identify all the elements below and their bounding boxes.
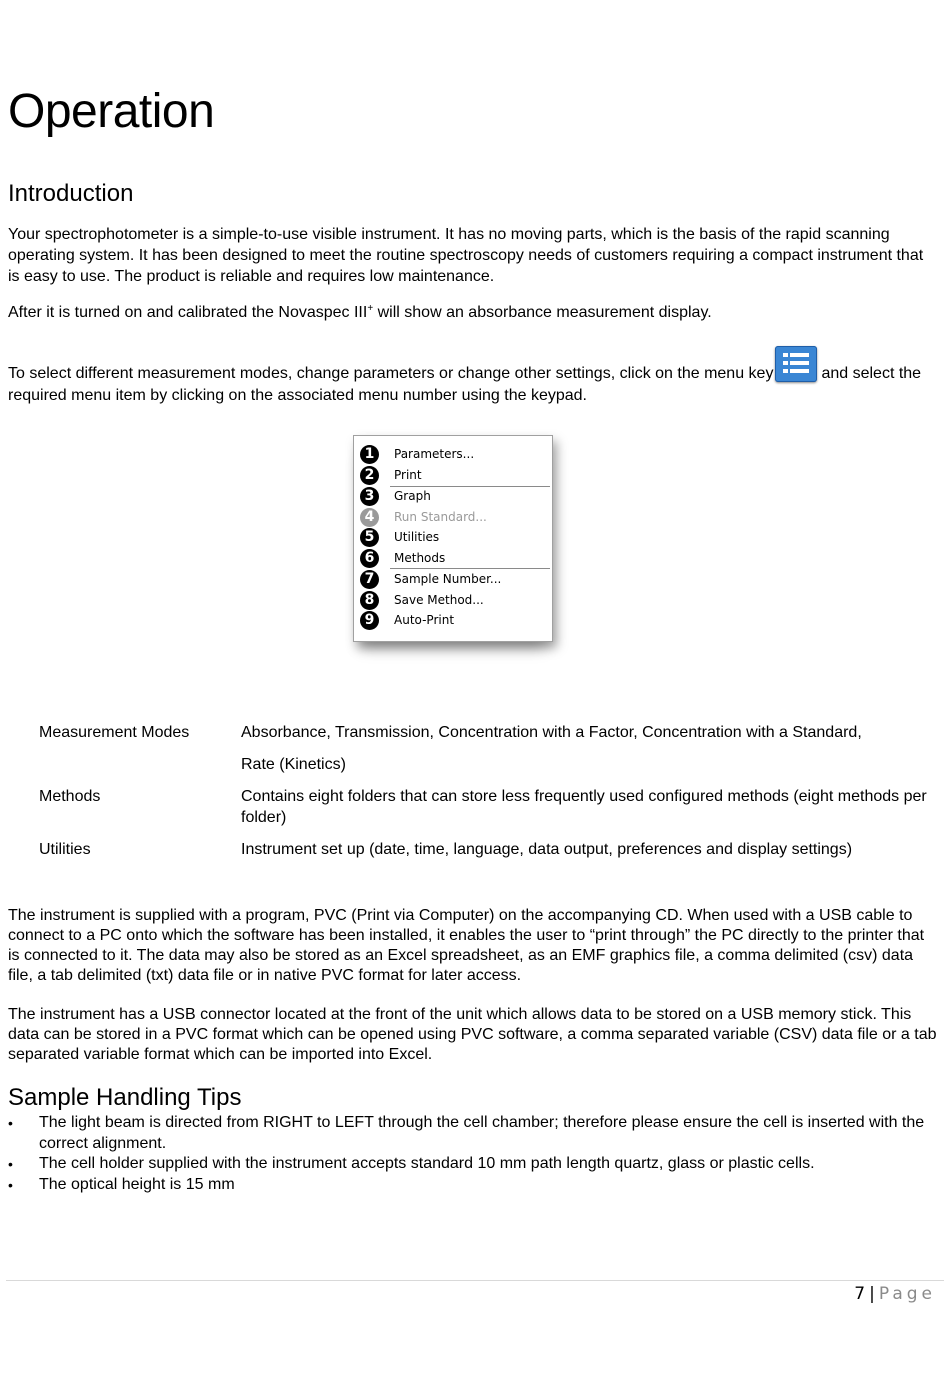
definition-term: Methods bbox=[39, 788, 101, 805]
menu-item-label: Utilities bbox=[394, 530, 440, 544]
menu-item-label: Save Method... bbox=[394, 593, 484, 607]
definition-term: Utilities bbox=[39, 841, 91, 858]
menu-number-badge: 1 bbox=[360, 445, 379, 464]
footer-separator: | bbox=[869, 1284, 875, 1304]
menu-key-paragraph bbox=[8, 346, 923, 407]
sample-handling-heading: Sample Handling Tips bbox=[8, 1084, 242, 1111]
menu-item-label: Graph bbox=[394, 489, 431, 503]
menu-number-badge: 6 bbox=[360, 549, 379, 568]
menu-item-print bbox=[358, 466, 550, 486]
novaspec-text-end: will show an absorbance measurement display. bbox=[373, 304, 712, 321]
menu-item-auto-print bbox=[358, 611, 550, 631]
menu-item-graph bbox=[358, 487, 550, 507]
page-number: 7 bbox=[854, 1284, 866, 1304]
page-title: Operation bbox=[8, 85, 215, 138]
menu-number-badge: 9 bbox=[360, 611, 379, 630]
definition-description: Instrument set up (date, time, language, data output, preferences and display settings) bbox=[241, 841, 853, 858]
novaspec-paragraph bbox=[8, 302, 938, 323]
intro-paragraph: Your spectrophotometer is a simple-to-use visible instrument. It has no moving parts, which is the basis of the rapid scanning operating system. It has been designed to meet the routine spectroscopy needs of customers requiring a compact instrument that is easy to use. The product is reliable and requires low maintenance. bbox=[8, 226, 924, 285]
menu-number-badge: 2 bbox=[360, 466, 379, 485]
definition-term: Measurement Modes bbox=[39, 724, 190, 741]
menu-item-label: Parameters... bbox=[394, 447, 475, 461]
menu-number-badge: 3 bbox=[360, 487, 379, 506]
definition-description: Absorbance, Transmission, Concentration with a Factor, Concentration with a Standard, bbox=[241, 724, 862, 741]
page-footer bbox=[854, 1284, 936, 1304]
tips-list bbox=[8, 1113, 938, 1195]
menu-number-badge: 4 bbox=[360, 508, 379, 527]
menu-screenshot bbox=[353, 435, 553, 642]
menu-item-label: Sample Number... bbox=[394, 572, 502, 586]
menu-item-methods bbox=[358, 549, 550, 569]
definition-description: Contains eight folders that can store less frequently used configured methods (eight methods per folder) bbox=[241, 788, 927, 826]
menu-separator bbox=[390, 568, 550, 569]
menu-item-save-method bbox=[358, 591, 550, 611]
menu-number-badge: 5 bbox=[360, 528, 379, 547]
introduction-heading: Introduction bbox=[8, 180, 134, 207]
menu-item-label: Methods bbox=[394, 551, 446, 565]
page-word: Page bbox=[878, 1284, 936, 1304]
novaspec-superscript: + bbox=[367, 303, 374, 314]
menu-item-sample-number bbox=[358, 570, 550, 590]
footer-divider bbox=[6, 1280, 944, 1281]
usb-paragraph: The instrument has a USB connector located at the front of the unit which allows data to be stored on a USB memory stick. This data can be stored in a PVC format which can be opened using PVC software, a comma separated variable (CSV) data file or a tab separated variable format which can be imported into Excel. bbox=[8, 1006, 937, 1063]
novaspec-text-start: After it is turned on and calibrated the Novaspec III bbox=[8, 304, 368, 321]
menu-item-utilities bbox=[358, 528, 550, 548]
definition-description-continued: Rate (Kinetics) bbox=[241, 756, 346, 773]
list-item: • The light beam is directed from RIGHT to LEFT through the cell chamber; therefore please ensure the cell is inserted with the correct alignment. bbox=[8, 1113, 938, 1154]
menu-number-badge: 8 bbox=[360, 591, 379, 610]
menu-item-parameters bbox=[358, 445, 550, 465]
menu-key-icon bbox=[775, 346, 817, 382]
menu-key-text-end: and select the required menu item by clicking on the associated menu number using the keypad. bbox=[8, 365, 922, 404]
menu-key-text-start: To select different measurement modes, change parameters or change other settings, click on the menu key bbox=[8, 365, 774, 382]
list-item: • The optical height is 15 mm bbox=[8, 1175, 938, 1196]
menu-number-badge: 7 bbox=[360, 570, 379, 589]
menu-item-label: Print bbox=[394, 468, 422, 482]
pvc-paragraph: The instrument is supplied with a program, PVC (Print via Computer) on the accompanying CD. When used with a USB cable to connect to a PC onto which the software has been installed, it enables the user to “print through” the PC directly to the printer that is connected to it. The data may also be stored as an Excel spreadsheet, as an EMF graphics file, a comma delimited (csv) data file, a tab delimited (txt) data file or in native PVC format for later access. bbox=[8, 907, 925, 984]
list-item: • The cell holder supplied with the instrument accepts standard 10 mm path length quartz, glass or plastic cells. bbox=[8, 1154, 938, 1175]
menu-item-label: Run Standard... bbox=[394, 510, 487, 524]
menu-item-run-standard bbox=[358, 508, 550, 528]
menu-item-label: Auto-Print bbox=[394, 613, 455, 627]
